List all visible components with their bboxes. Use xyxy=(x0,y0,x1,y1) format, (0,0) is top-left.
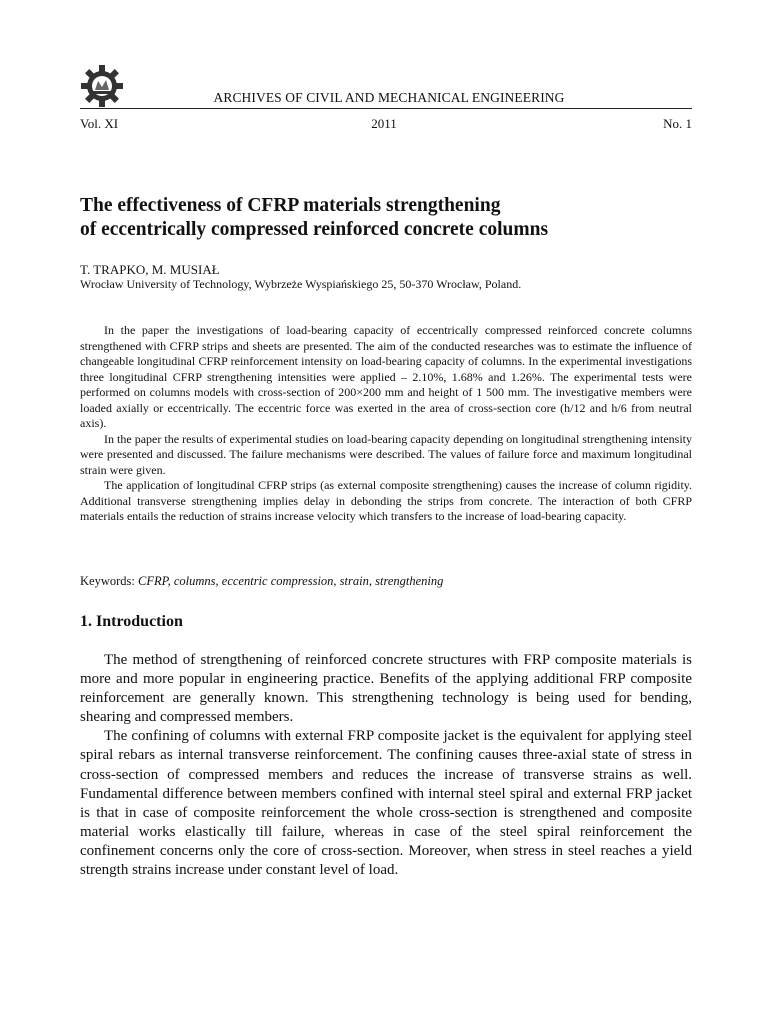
volume-label: Vol. XI xyxy=(80,116,119,131)
introduction-paragraph-1: The method of strengthening of reinforced concrete structures with FRP composite materials is more and more popular in engineering practice. Benefits of the applying additional FRP composite reinforcement are generally known. This strengthening technology is being used for bending, shearing and compressed members. xyxy=(80,652,692,726)
keywords xyxy=(80,574,443,589)
section-heading-introduction: 1. Introduction xyxy=(80,613,183,630)
introduction-paragraph-2: The confining of columns with external FRP composite jacket is the equivalent for applying steel spiral rebars as internal transverse reinforcement. The confining causes three-axial state of stress in cross-section of compressed members and reduces the increase of transverse strains as well. Fundamental difference between members confined with internal steel spiral and external FRP jacket is that in case of composite reinforcement the whole cross-section is strengthened and composite material works elastically till failure, whereas in case of the steel spiral reinforcement the confinement concerns only the core of cross-section. Moreover, when stress in steel reaches a yield strength strains increase under constant level of load. xyxy=(80,728,692,879)
abstract-paragraph-3: The application of longitudinal CFRP strips (as external composite strengthening) causes the increase of column rigidity. Additional transverse strengthening implies delay in debonding the strips from concrete. The interaction of both CFRP materials entails the reduction of strains increase velocity which transfers to the increase of load-bearing capacity. xyxy=(80,478,692,523)
journal-title: ARCHIVES OF CIVIL AND MECHANICAL ENGINEERING xyxy=(213,90,565,105)
affiliation: Wrocław University of Technology, Wybrzeże Wyspiańskiego 25, 50-370 Wrocław, Poland. xyxy=(80,277,522,291)
header-rule xyxy=(80,108,692,109)
abstract-paragraph-1: In the paper the investigations of load-bearing capacity of eccentrically compressed reinforced concrete columns strengthened with CFRP strips and sheets are presented. The aim of the conducted researches was to estimate the influence of changeable longitudinal CFRP reinforcement intensity on load-bearing capacity of columns. In the experimental investigations three longitudinal CFRP strengthening intensities were applied – 2.10%, 1.68% and 1.26%. The experimental tests were performed on columns models with cross-section of 200×200 mm and height of 1 500 mm. The investigative members were loaded axially or eccentrically. The eccentric force was exerted in the area of cross-section core (h/12 and h/6 from neutral axis). xyxy=(80,323,692,430)
keywords-terms: CFRP, columns, eccentric compression, strain, strengthening xyxy=(137,574,444,588)
year-label: 2011 xyxy=(371,116,397,131)
issue-label: No. 1 xyxy=(663,116,692,131)
authors: T. TRAPKO, M. MUSIAŁ xyxy=(80,262,220,277)
abstract-paragraph-2: In the paper the results of experimental studies on load-bearing capacity depending on longitudinal strengthening intensity were presented and discussed. The failure mechanisms were described. The values of failure force and maximum longitudinal strain were given. xyxy=(80,431,692,477)
paper-title-line-1: The effectiveness of CFRP materials strengthening xyxy=(80,195,501,216)
introduction-body xyxy=(80,651,692,880)
paper-title-line-2: of eccentrically compressed reinforced concrete columns xyxy=(80,219,549,240)
paper-title xyxy=(80,194,700,242)
abstract xyxy=(80,323,692,525)
keywords-label: Keywords: xyxy=(80,574,138,588)
